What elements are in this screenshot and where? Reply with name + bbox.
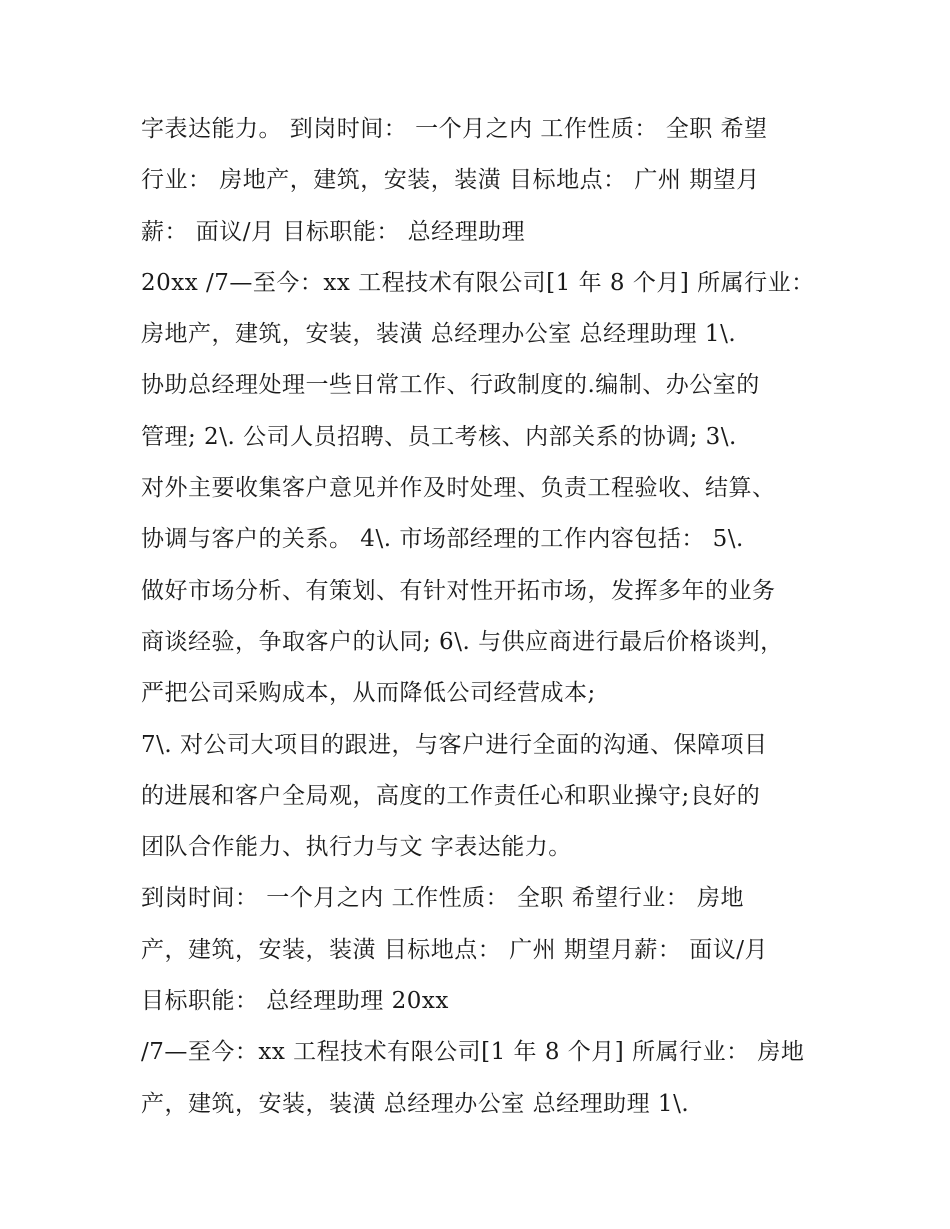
- text-line-20: 产，建筑，安装，装潢 总经理办公室 总经理助理 1\.: [141, 1090, 690, 1117]
- text-line-1: 字表达能力。 到岗时间： 一个月之内 工作性质： 全职 希望: [141, 116, 768, 142]
- text-line-12: 严把公司采购成本，从而降低公司经营成本;: [141, 680, 596, 707]
- text-line-16: 到岗时间： 一个月之内 工作性质： 全职 希望行业： 房地: [141, 885, 745, 912]
- text-line-2: 行业： 房地产，建筑，安装，装潢 目标地点： 广州 期望月: [141, 167, 760, 194]
- text-line-6: 协助总经理处理一些日常工作、行政制度的.编制、办公室的: [141, 372, 760, 399]
- text-line-10: 做好市场分析、有策划、有针对性开拓市场，发挥多年的业务: [141, 577, 776, 604]
- text-line-18: 目标职能： 总经理助理 20xx: [141, 988, 449, 1015]
- text-line-15: 团队合作能力、执行力与文 字表达能力。: [141, 834, 572, 861]
- text-line-4: 20xx /7—至今：xx 工程技术有限公司[1 年 8 个月] 所属行业：: [141, 269, 815, 296]
- text-line-14: 的进展和客户全局观，高度的工作责任心和职业操守;良好的: [141, 782, 761, 809]
- text-line-5: 房地产，建筑，安装，装潢 总经理办公室 总经理助理 1\.: [141, 321, 737, 348]
- text-line-8: 对外主要收集客户意见并作及时处理、负责工程验收、结算、: [141, 475, 776, 502]
- text-line-11: 商谈经验，争取客户的认同; 6\. 与供应商进行最后价格谈判，: [141, 628, 784, 655]
- body-text: [141, 104, 841, 1130]
- text-line-19: /7—至今：xx 工程技术有限公司[1 年 8 个月] 所属行业： 房地: [141, 1039, 805, 1066]
- text-line-13: 7\. 对公司大项目的跟进，与客户进行全面的沟通、保障项目: [141, 731, 768, 758]
- text-line-17: 产，建筑，安装，装潢 目标地点： 广州 期望月薪： 面议/月: [141, 936, 768, 963]
- text-line-7: 管理; 2\. 公司人员招聘、员工考核、内部关系的协调; 3\.: [141, 423, 737, 450]
- text-line-9: 协调与客户的关系。 4\. 市场部经理的工作内容包括： 5\.: [141, 526, 744, 553]
- text-line-3: 薪： 面议/月 目标职能： 总经理助理: [141, 218, 526, 245]
